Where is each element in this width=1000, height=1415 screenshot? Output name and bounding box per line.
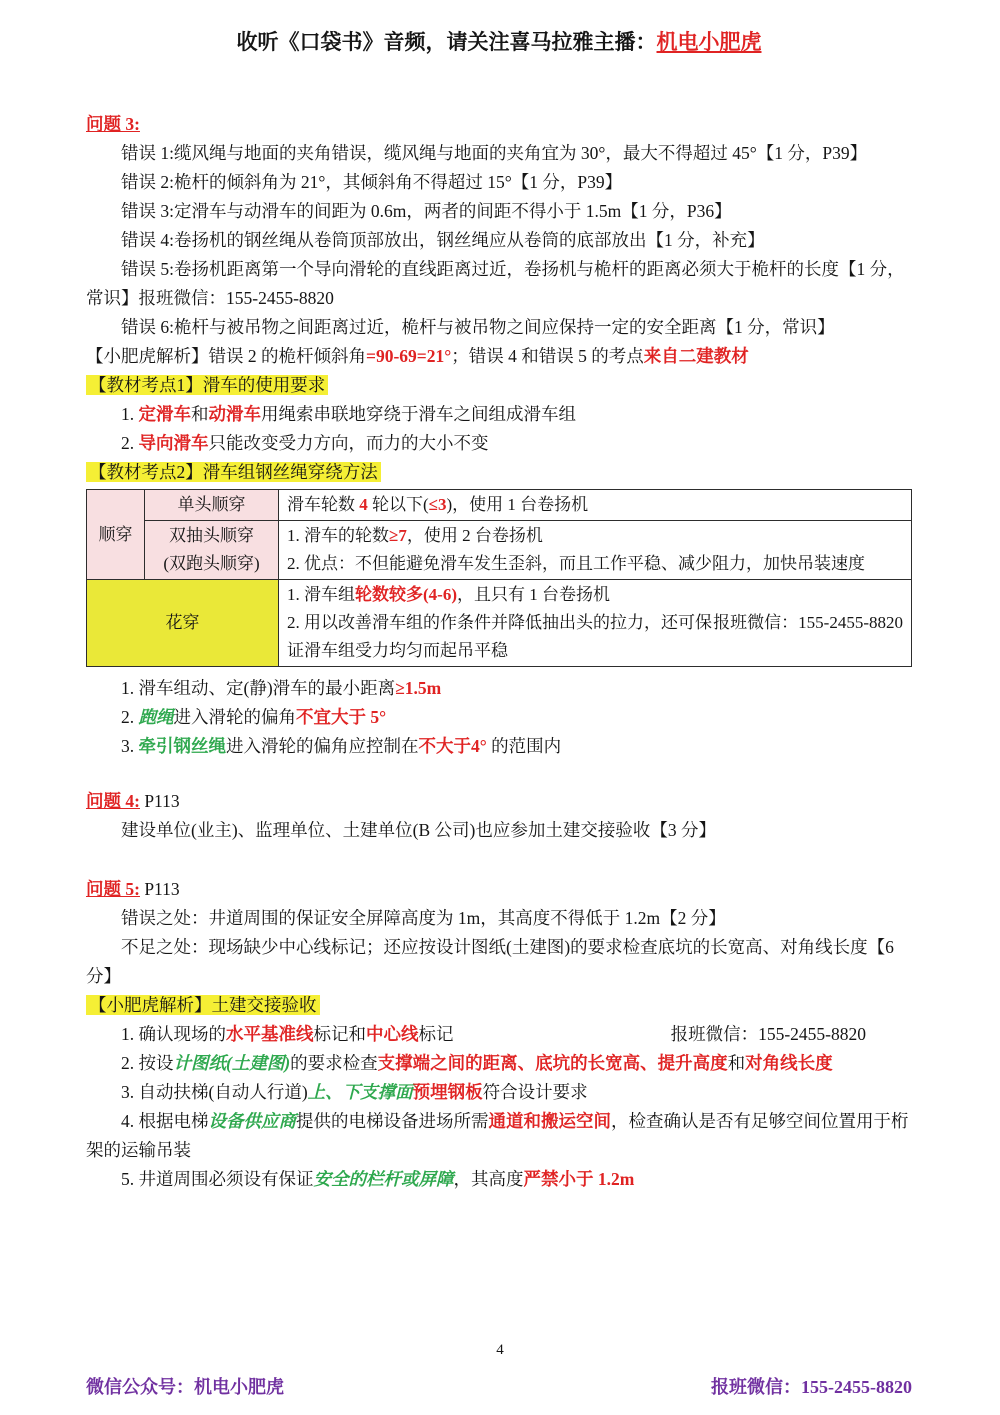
cell-desc-hua [279, 580, 912, 667]
section-question-4 [86, 787, 912, 845]
text-segment: ≥7 [389, 526, 407, 545]
text-segment: 定滑车 [138, 404, 191, 424]
text-segment: 牵引钢丝绳 [138, 736, 226, 756]
text-segment: 预埋钢板 [412, 1082, 483, 1102]
text-segment: 安全的栏杆或屏障 [313, 1169, 454, 1189]
text-segment: ，检查确认是否有足够空间位置用于桁架的运输吊装 [86, 1111, 909, 1160]
analysis-line-q3 [86, 342, 912, 371]
text-segment: 【教材考点2】滑车组钢丝绳穿绕方法 [89, 462, 378, 482]
text-segment: 不大于4° [418, 736, 487, 756]
text-segment: 标记 [418, 1024, 454, 1044]
text-segment: 只能改变受力方向，而力的大小不变 [208, 433, 489, 453]
table-row [87, 580, 912, 667]
contact-wechat: 报班微信：155-2455-8820 [713, 613, 903, 632]
text-segment: ，且只有 1 台卷扬机 [456, 585, 610, 604]
text-segment: ≤3 [428, 495, 447, 514]
analysis-5-item-4 [86, 1107, 912, 1165]
text-segment: 【小肥虎解析】错误 2 的桅杆倾斜角 [86, 346, 366, 366]
text-segment: 建设单位(业主)、监理单位、土建单位(B 公司)也应参加土建交接验收【3 分】 [121, 820, 716, 840]
text-segment: 5. 井道周围必须设有保证 [121, 1169, 314, 1189]
text-segment: ，其高度 [453, 1169, 524, 1189]
text-segment: 上、下支撑面 [307, 1082, 413, 1102]
section-keypoint-2 [86, 458, 912, 761]
error-line-1 [86, 139, 912, 168]
analysis-5-item-5 [86, 1165, 912, 1194]
text-segment: 4. 根据电梯 [121, 1111, 209, 1131]
text-segment: 错误 5:卷扬机距离第一个导向滑轮的直线距离过近，卷扬机与桅杆的距离必须大于桅杆的长度【1 分，常识】报班微信：155-2455-8820 [86, 259, 905, 308]
text-segment: 错误 6:桅杆与被吊物之间距离过近，桅杆与被吊物之间应保持一定的安全距离【1 分，常识】 [121, 317, 835, 337]
text-segment: 错误之处：井道周围的保证安全屏障高度为 1m，其高度不得低于 1.2m【2 分】 [121, 908, 726, 928]
text-segment: )，使用 1 台卷扬机 [446, 495, 589, 514]
table-row [87, 521, 912, 580]
section-keypoint-1 [86, 371, 912, 458]
cell-desc-single [279, 490, 912, 521]
text-segment: 进入滑轮的偏角应控制在 [226, 736, 419, 756]
error-line-6 [86, 313, 912, 342]
cell-method-single: 单头顺穿 [145, 490, 279, 521]
text-segment: 符合设计要求 [482, 1082, 588, 1102]
text-segment: 不宜大于 5° [296, 707, 387, 727]
error-line-3 [86, 197, 912, 226]
text-segment: 动滑车 [208, 404, 261, 424]
page-number: 4 [496, 1342, 504, 1358]
cell-method-double: 双抽头顺穿 (双跑头顺穿) [145, 521, 279, 580]
question-5-wrong [86, 904, 912, 933]
text-segment: 标记和 [313, 1024, 366, 1044]
text-segment: 设备供应商 [208, 1111, 296, 1131]
cell-desc-double [279, 521, 912, 580]
pulley-threading-table [86, 489, 912, 667]
text-segment: 水平基准线 [226, 1024, 314, 1044]
text-segment: ；错误 4 和错误 5 的考点 [451, 346, 644, 366]
text-segment: 3. 自动扶梯(自动人行道) [121, 1082, 308, 1102]
table-row [87, 490, 912, 521]
text-segment: ≥1.5m [395, 678, 442, 698]
footer-contact-wechat: 报班微信：155-2455-8820 [711, 1377, 912, 1397]
cell-shunchuan: 顺穿 [87, 490, 145, 580]
keypoint-2-heading [86, 458, 912, 487]
text-segment: 对角线长度 [745, 1053, 833, 1073]
text-segment: 【教材考点1】滑车的使用要求 [89, 375, 326, 395]
text-segment: 导向滑车 [138, 433, 209, 453]
text-segment: 轮以下( [367, 495, 429, 514]
section-analysis-5 [86, 991, 912, 1194]
text-segment: 和 [191, 404, 209, 424]
text-segment: 来自二建教材 [643, 346, 749, 366]
text-segment: 错误 3:定滑车与动滑车的间距为 0.6m，两者的间距不得小于 1.5m【1 分，P36】 [121, 201, 732, 221]
rule-item-3 [86, 732, 912, 761]
text-segment: 【小肥虎解析】土建交接验收 [89, 995, 317, 1015]
text-segment: 中心线 [366, 1024, 419, 1044]
text-segment: 和 [727, 1053, 746, 1073]
question-4-body [86, 816, 912, 845]
question-3-heading [86, 110, 912, 139]
text-segment: 跑绳 [138, 707, 174, 727]
question-5-lack [86, 933, 912, 991]
keypoint-1-heading [86, 371, 912, 400]
analysis-5-heading [86, 991, 912, 1020]
keypoint-1-item-2 [86, 429, 912, 458]
text-segment: 支撑端之间的距离、底坑的长宽高、提升高度 [377, 1053, 728, 1073]
text-segment: 错误 4:卷扬机的钢丝绳从卷筒顶部放出，钢丝绳应从卷筒的底部放出【1 分，补充】 [121, 230, 765, 250]
pulley-rules-list [86, 674, 912, 761]
footer-wechat-official: 微信公众号：机电小肥虎 [86, 1377, 284, 1397]
text-segment: 3. [121, 736, 139, 756]
analysis-5-item-2 [86, 1049, 912, 1078]
text-segment: 2. 用以改善滑车组的作条件并降低抽出头的拉力，还可保证滑车组受力均匀而起吊平稳 [287, 613, 712, 660]
text-segment: 错误 1:缆风绳与地面的夹角错误，缆风绳与地面的夹角宜为 30°，最大不得超过 45°【1 分，P39】 [121, 143, 868, 163]
question-5-label: 问题 5: [86, 879, 140, 899]
question-5-heading [86, 875, 912, 904]
text-segment: 1. 滑车组动、定(静)滑车的最小距离 [121, 678, 396, 698]
text-segment: 的范围内 [486, 736, 562, 756]
channel-link[interactable]: 机电小肥虎 [656, 30, 762, 54]
text-segment: 滑车轮数 [287, 495, 360, 514]
rule-item-1 [86, 674, 912, 703]
text-segment: 用绳索串联地穿绕于滑车之间组成滑车组 [261, 404, 576, 424]
text-segment: 不足之处：现场缺少中心线标记；还应按设计图纸(土建图)的要求检查底坑的长宽高、对角线长度【6 分】 [86, 937, 894, 986]
question-5-page-ref: P113 [144, 879, 180, 899]
text-segment: 轮数较多(4-6) [355, 585, 457, 604]
text-segment: 4 [359, 495, 368, 514]
analysis-5-item-3 [86, 1078, 912, 1107]
text-segment: 通道和搬运空间 [488, 1111, 611, 1131]
text-segment: 2. [121, 707, 139, 727]
text-segment: 的要求检查 [290, 1053, 378, 1073]
question-3-label: 问题 3: [86, 114, 140, 134]
text-segment: =90-69=21° [366, 346, 452, 366]
text-segment: 1. 滑车组 [287, 585, 355, 604]
doc-title-text: 收听《口袋书》音频，请关注喜马拉雅主播： [236, 30, 657, 54]
page-footer [86, 1375, 912, 1399]
contact-wechat: 报班微信：155-2455-8820 [670, 1024, 866, 1044]
question-4-page-ref: P113 [144, 791, 180, 811]
error-line-4 [86, 226, 912, 255]
text-segment: 错误 2:桅杆的倾斜角为 21°，其倾斜角不得超过 15°【1 分，P39】 [121, 172, 623, 192]
text-segment: 1. 确认现场的 [121, 1024, 226, 1044]
analysis-5-item-1 [86, 1020, 912, 1049]
question-4-label: 问题 4: [86, 791, 140, 811]
text-segment: 进入滑轮的偏角 [173, 707, 296, 727]
text-segment: 提供的电梯设备进场所需 [296, 1111, 489, 1131]
text-segment: 2. 按设 [121, 1053, 174, 1073]
text-segment: ，使用 2 台卷扬机 [406, 526, 543, 545]
text-segment: 2. [121, 433, 139, 453]
text-segment: 严禁小于 1.2m [523, 1169, 635, 1189]
text-segment: 计图纸(土建图) [173, 1053, 291, 1073]
text-segment: 1. [121, 404, 139, 424]
keypoint-1-item-1 [86, 400, 912, 429]
doc-title [86, 26, 912, 58]
text-segment: 1. 滑车的轮数 [287, 526, 389, 545]
cell-huachuan: 花穿 [87, 580, 279, 667]
section-question-3 [86, 110, 912, 371]
error-line-5 [86, 255, 912, 313]
text-segment: 2. 优点：不但能避免滑车发生歪斜，而且工作平稳、减少阻力，加快吊装速度 [287, 554, 865, 573]
section-question-5 [86, 875, 912, 991]
error-line-2 [86, 168, 912, 197]
question-4-heading [86, 787, 912, 816]
rule-item-2 [86, 703, 912, 732]
